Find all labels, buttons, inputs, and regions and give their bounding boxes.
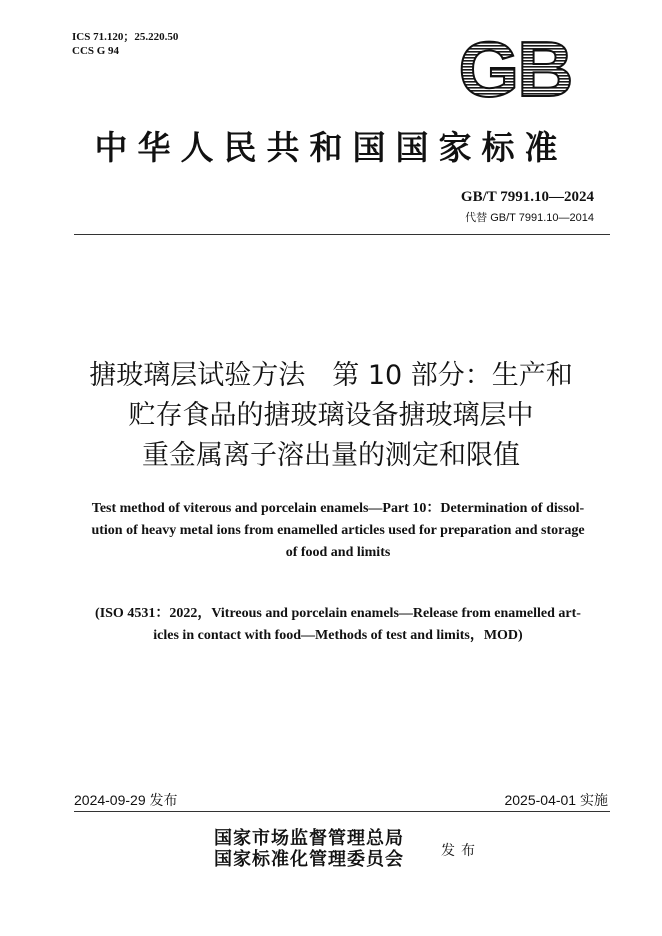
english-title xyxy=(64,498,612,564)
bottom-divider xyxy=(74,811,610,812)
gb-logo xyxy=(452,36,578,102)
implementation-date: 2025-04-01 实施 xyxy=(504,792,608,808)
iso-reference xyxy=(64,603,612,647)
issuer-sac: 国家标准化管理委员会 xyxy=(214,849,404,870)
english-title-line: of food and limits xyxy=(285,545,391,560)
iso-reference-line: icles in contact with food—Methods of test and limits，MOD) xyxy=(153,628,523,643)
classification-codes xyxy=(72,30,178,58)
top-divider xyxy=(74,234,610,235)
english-title-line: ution of heavy metal ions from enamelled articles used for preparation and storage xyxy=(91,523,585,538)
gb-logo-text: GB xyxy=(458,36,572,102)
issue-date: 2024-09-29 发布 xyxy=(74,792,178,808)
english-title-line: Test method of viterous and porcelain enamels—Part 10：Determination of dissol- xyxy=(91,501,585,516)
chinese-title-line: 搪玻璃层试验方法 第 10 部分：生产和 xyxy=(89,360,573,391)
iso-reference-line: (ISO 4531：2022，Vitreous and porcelain enamels—Release from enamelled art- xyxy=(95,606,581,621)
ccs-code: CCS G 94 xyxy=(72,45,120,57)
issuer-samr: 国家市场监督管理总局 xyxy=(214,828,404,849)
standard-number: GB/T 7991.10—2024 xyxy=(460,189,594,205)
chinese-title-line: 贮存食品的搪玻璃设备搪玻璃层中 xyxy=(128,400,534,431)
national-standard-title: 中华人民共和国国家标准 xyxy=(94,128,568,167)
issuing-authorities xyxy=(214,828,404,870)
replaces-standard: 代替 GB/T 7991.10—2014 xyxy=(465,212,594,224)
chinese-title xyxy=(0,356,662,476)
publish-label: 发布 xyxy=(441,843,481,859)
chinese-title-line: 重金属离子溶出量的测定和限值 xyxy=(142,440,520,471)
ics-code: ICS 71.120；25.220.50 xyxy=(72,31,179,43)
